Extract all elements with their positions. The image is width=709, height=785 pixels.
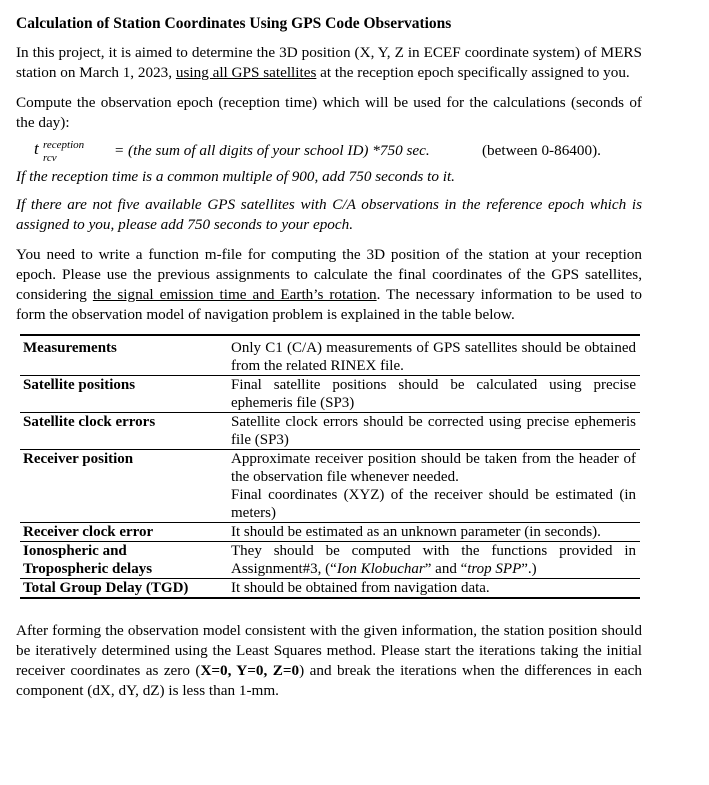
rule-five-satellites: If there are not five available GPS satellites with C/A observations in the reference epoch which is assigned to you, please add 750 seconds to your epoch. <box>16 196 642 233</box>
table-row <box>20 376 640 413</box>
table-row <box>20 335 640 376</box>
function-name: trop SPP <box>467 561 522 577</box>
formula-symbol: t <box>34 139 39 158</box>
rule-common-multiple: If the reception time is a common multiple of 900, add 750 seconds to it. <box>16 168 455 185</box>
compute-paragraph: Compute the observation epoch (reception time) which will be used for the calculations (seconds of the day): <box>16 94 642 131</box>
row-value: Approximate receiver position should be taken from the header of the observation file whenever needed. Final coordinates (XYZ) of the receiver should be estimated (in meters) <box>231 450 640 523</box>
underlined-phrase: using all GPS satellites <box>175 64 317 81</box>
row-label: Receiver position <box>20 450 231 523</box>
row-value: It should be estimated as an unknown parameter (in seconds). <box>231 523 640 542</box>
table-row <box>20 542 640 579</box>
row-label: Receiver clock error <box>20 523 231 542</box>
closing-paragraph: After forming the observation model consistent with the given information, the station position should be iteratively determined using the Least Squares method. Please start the iterations taking the initial receiver coordinates as zero (X=0, Y=0, Z=0) and break the iterations when the differences in each component (dX, dY, dZ) is less than 1-mm. <box>16 622 642 699</box>
row-value: It should be obtained from navigation data. <box>231 579 640 599</box>
function-name: Ion Klobuchar <box>336 561 425 577</box>
formula-expression: = (the sum of all digits of your school ID) *750 sec. <box>114 142 430 159</box>
intro-paragraph: In this project, it is aimed to determine the 3D position (X, Y, Z in ECEF coordinate system) of MERS station on March 1, 2023, using all GPS satellites at the reception epoch specifically assigned to you. <box>16 44 642 81</box>
reception-time-formula <box>34 139 642 164</box>
table-row <box>20 450 640 523</box>
row-label: Ionospheric and Tropospheric delays <box>20 542 231 579</box>
underlined-phrase: the signal emission time and Earth’s rotation <box>92 286 377 303</box>
row-label: Satellite positions <box>20 376 231 413</box>
task-paragraph: You need to write a function m-file for computing the 3D position of the station at your reception epoch. Please use the previous assignments to calculate the final coordinates of the GPS satellites, considering the signal emission time and Earth’s rotation. The necessary information to be used to form the observation model of navigation problem is explained in the table below. <box>16 246 643 323</box>
formula-superscript: reception <box>43 139 85 151</box>
table-row <box>20 579 640 599</box>
row-value: They should be computed with the functions provided in Assignment#3, (“Ion Klobuchar” and “trop SPP”.) <box>231 542 640 579</box>
row-label: Total Group Delay (TGD) <box>20 579 231 599</box>
row-label: Measurements <box>20 335 231 376</box>
row-value: Final satellite positions should be calculated using precise ephemeris file (SP3) <box>231 376 640 413</box>
formula-subscript: rcv <box>43 152 57 164</box>
document-title: Calculation of Station Coordinates Using GPS Code Observations <box>16 15 452 32</box>
document-page <box>16 14 642 701</box>
table-row <box>20 413 640 450</box>
row-value: Only C1 (C/A) measurements of GPS satellites should be obtained from the related RINEX file. <box>231 335 640 376</box>
initial-coordinates: X=0, Y=0, Z=0 <box>200 662 300 679</box>
observation-model-table <box>20 334 640 599</box>
row-value: Satellite clock errors should be corrected using precise ephemeris file (SP3) <box>231 413 640 450</box>
row-label: Satellite clock errors <box>20 413 231 450</box>
formula-range: (between 0-86400). <box>482 142 601 159</box>
table-row <box>20 523 640 542</box>
